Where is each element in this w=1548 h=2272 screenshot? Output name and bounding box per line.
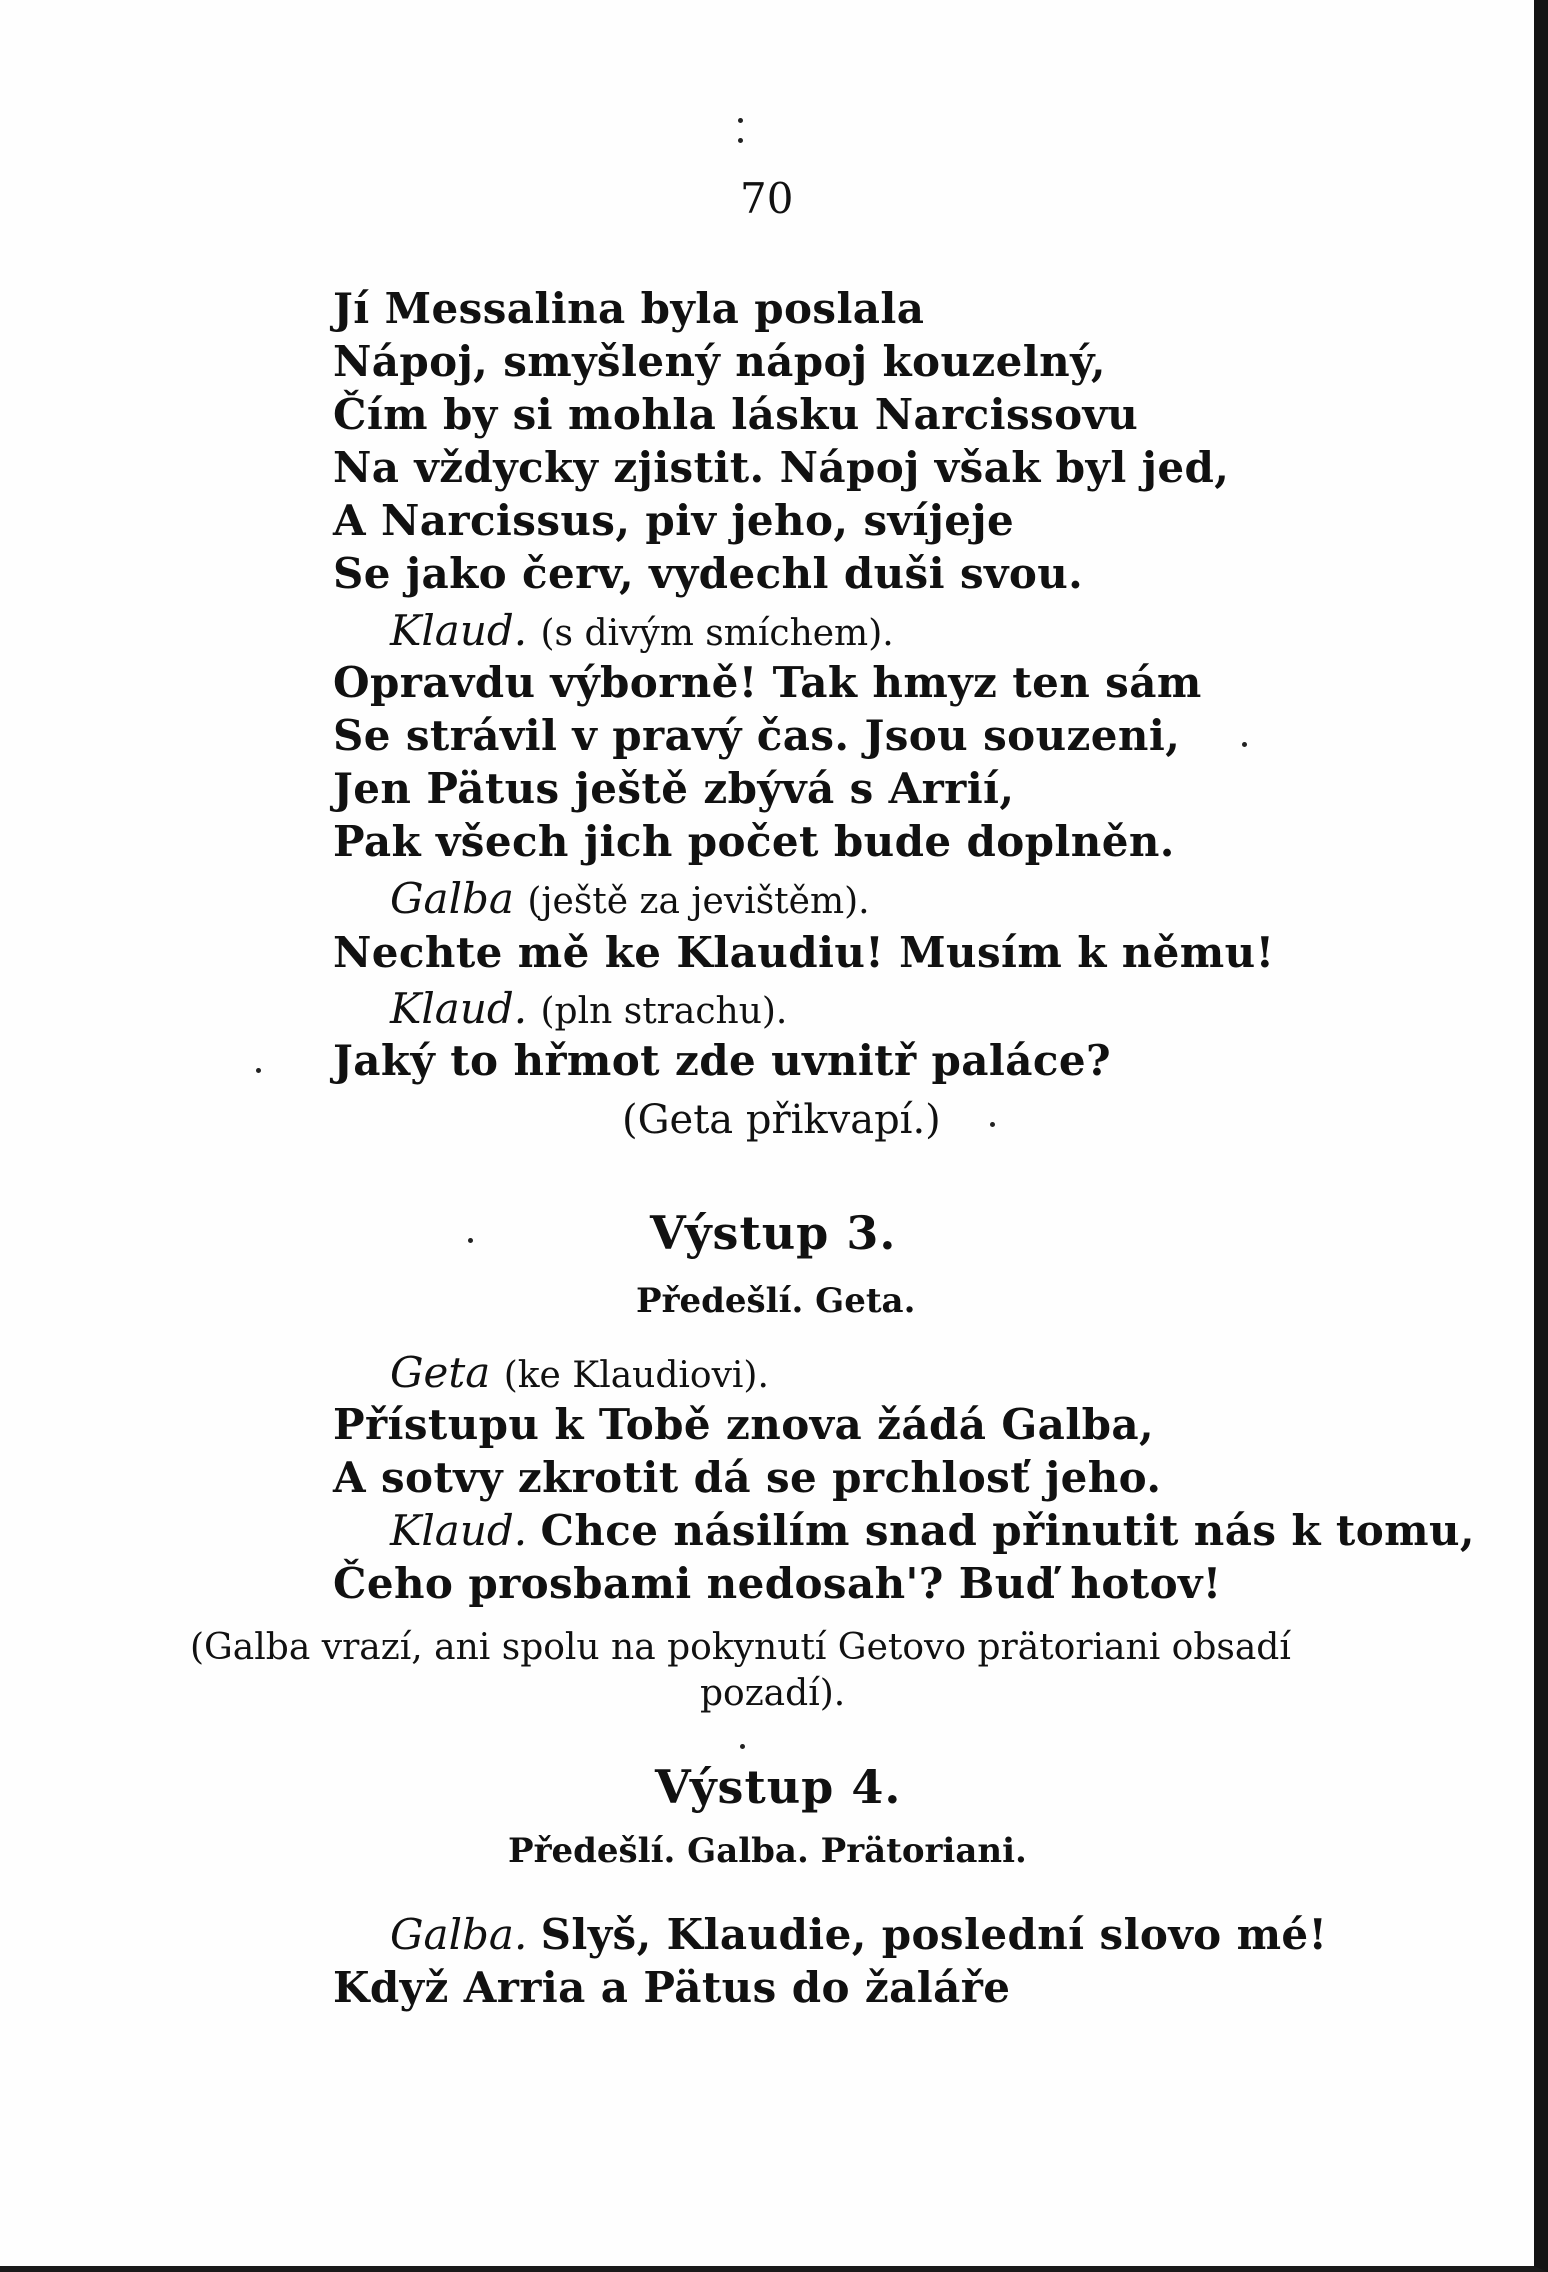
verse-line: Nechte mě ke Klaudiu! Musím k němu! — [333, 928, 1275, 977]
verse-line: Když Arria a Pätus do žaláře — [333, 1963, 1011, 2012]
stage-direction: pozadí). — [700, 1673, 846, 1714]
speaker-line — [390, 1910, 1328, 1959]
scene-heading: Výstup 3. — [650, 1206, 897, 1260]
verse-line: A sotvy zkrotit dá se prchlosť jeho. — [333, 1453, 1162, 1502]
verse-line: A Narcissus, piv jeho, svíjeje — [333, 496, 1015, 545]
speck-mark — [468, 1238, 473, 1243]
stage-direction: (ke Klaudiovi). — [503, 1355, 769, 1396]
scene-cast: Předešlí. Geta. — [636, 1281, 916, 1321]
stage-direction: (ještě za jevištěm). — [527, 881, 870, 922]
speck-mark — [990, 1122, 995, 1127]
stage-direction: (s divým smíchem). — [540, 613, 894, 654]
speaker-name: Galba. — [390, 1910, 528, 1959]
speck-mark — [738, 118, 743, 123]
speaker-line — [390, 984, 788, 1033]
speaker-name: Klaud. — [390, 1506, 528, 1555]
speaker-name: Galba — [390, 874, 514, 923]
verse-line: Opravdu výborně! Tak hmyz ten sám — [333, 658, 1202, 707]
speaker-name: Klaud. — [390, 606, 528, 655]
speck-mark — [1242, 742, 1247, 747]
verse-text: Chce násilím snad přinutit nás k tomu, — [540, 1506, 1475, 1555]
verse-line: Jen Pätus ještě zbývá s Arrií, — [333, 764, 1015, 813]
speaker-line — [390, 1348, 769, 1397]
scene-heading: Výstup 4. — [655, 1760, 902, 1814]
verse-line: Se strávil v pravý čas. Jsou souzeni, — [333, 711, 1181, 760]
speaker-line — [390, 874, 870, 923]
stage-direction: (pln strachu). — [540, 991, 788, 1032]
verse-line: Přístupu k Tobě znova žádá Galba, — [333, 1400, 1155, 1449]
page-number: 70 — [740, 174, 794, 223]
speaker-line — [390, 1506, 1475, 1555]
verse-line: Jaký to hřmot zde uvnitř paláce? — [333, 1036, 1111, 1085]
verse-text: Slyš, Klaudie, poslední slovo mé! — [540, 1910, 1328, 1959]
scene-cast: Předešlí. Galba. Prätoriani. — [508, 1831, 1027, 1871]
speck-mark — [738, 138, 743, 143]
stage-direction: (Galba vrazí, ani spolu na pokynutí Getovo prätoriani obsadí — [190, 1627, 1291, 1668]
verse-line: Na vždycky zjistit. Nápoj však byl jed, — [333, 443, 1230, 492]
verse-line: Nápoj, smyšlený nápoj kouzelný, — [333, 337, 1106, 386]
verse-line: Se jako červ, vydechl duši svou. — [333, 549, 1084, 598]
speaker-name: Geta — [390, 1348, 491, 1397]
verse-line: Čeho prosbami nedosah'? Buď hotov! — [333, 1559, 1222, 1608]
verse-line: Čím by si mohla lásku Narcissovu — [333, 390, 1139, 439]
speaker-line — [390, 606, 894, 655]
verse-line: Pak všech jich počet bude doplněn. — [333, 817, 1175, 866]
speck-mark — [740, 1744, 745, 1749]
speaker-name: Klaud. — [390, 984, 528, 1033]
verse-line: Jí Messalina byla poslala — [333, 284, 925, 333]
speck-mark — [256, 1068, 261, 1073]
stage-direction: (Geta přikvapí.) — [622, 1097, 941, 1143]
